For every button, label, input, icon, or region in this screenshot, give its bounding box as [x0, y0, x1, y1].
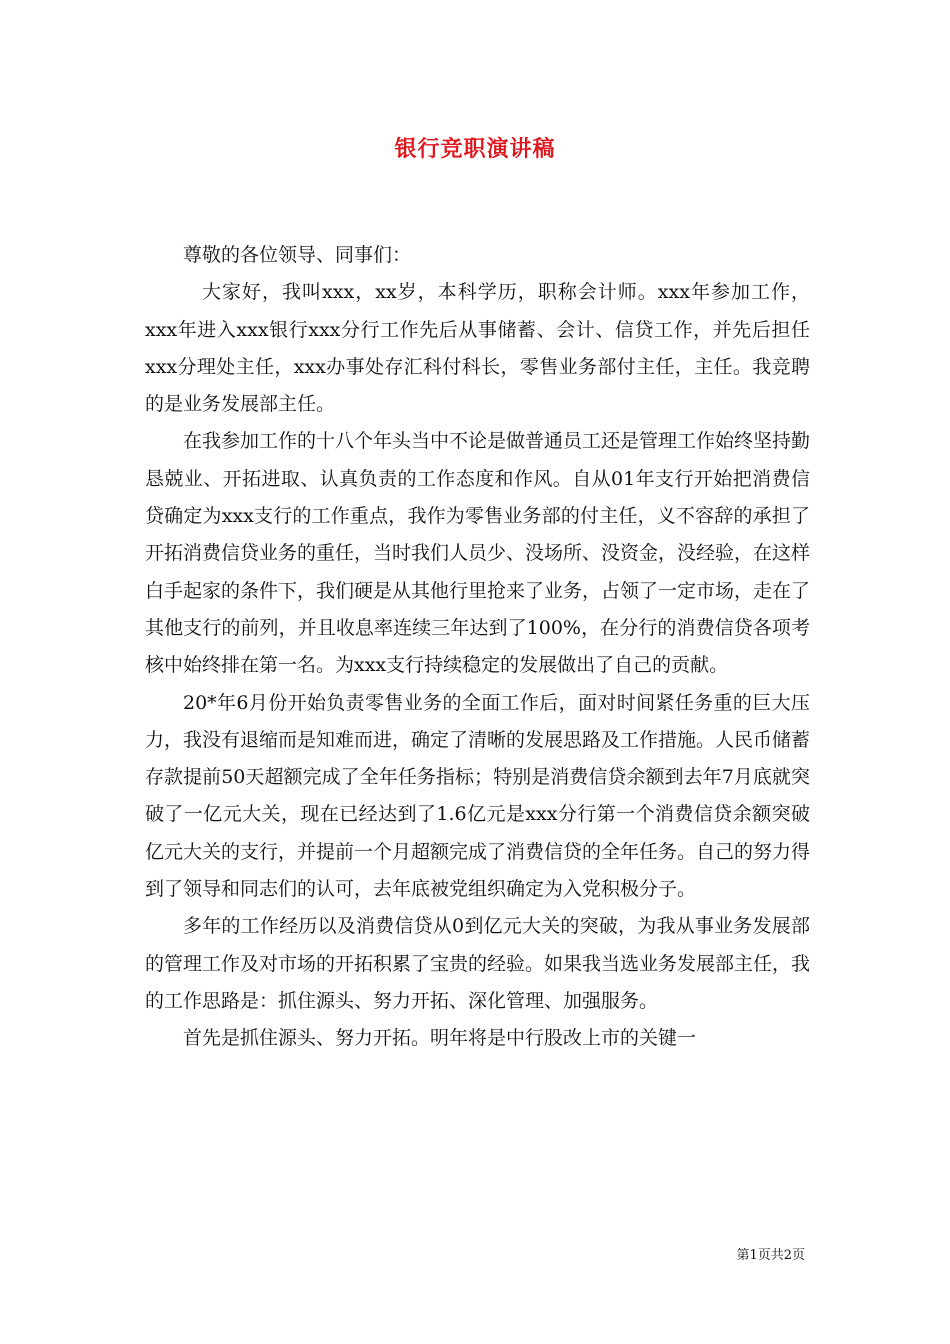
- paragraph-5: 首先是抓住源头、努力开拓。明年将是中行股改上市的关键一: [183, 1027, 697, 1050]
- page-number-footer: 第1页共2页: [736, 1248, 805, 1263]
- paragraph-2: 在我参加工作的十八个年头当中不论是做普通员工还是管理工作始终坚持勤恳兢业、开拓进取、认真负责的工作态度和作风。自从01年支行开始把消费信贷确定为xxx支行的工作重点，我作为零售业务部的付主任，义不容辞的承担了开拓消费信贷业务的重任，当时我们人员少、没场所、没资金，没经验，在这样白手起家的条件下，我们硬是从其他行里抢来了业务，占领了一定市场，走在了其他支行的前列，并且收息率连续三年达到了100%，在分行的消费信贷各项考核中始终排在第一名。为xxx支行持续稳定的发展做出了自己的贡献。: [145, 430, 811, 677]
- paragraph-3: 20*年6月份开始负责零售业务的全面工作后，面对时间紧任务重的巨大压力，我没有退缩而是知难而进，确定了清晰的发展思路及工作措施。人民币储蓄存款提前50天超额完成了全年任务指标；特别是消费信贷余额到去年7月底就突破了一亿元大关，现在已经达到了1.6亿元是xxx分行第一个消费信贷余额突破亿元大关的支行，并提前一个月超额完成了消费信贷的全年任务。自己的努力得到了领导和同志们的认可，去年底被党组织确定为入党积极分子。: [145, 691, 811, 901]
- paragraph-1: 大家好，我叫xxx，xx岁，本科学历，职称会计师。xxx年参加工作，xxx年进入xxx银行xxx分行工作先后从事储蓄、会计、信贷工作，并先后担任xxx分理处主任，xxx办事处存汇科付科长，零售业务部付主任，主任。我竞聘的是业务发展部主任。: [145, 281, 810, 416]
- paragraph-4: 多年的工作经历以及消费信贷从0到亿元大关的突破，为我从事业务发展部的管理工作及对市场的开拓积累了宝贵的经验。如果我当选业务发展部主任，我的工作思路是：抓住源头、努力开拓、深化管理、加强服务。: [145, 915, 811, 1012]
- document-title: 银行竞职演讲稿: [394, 136, 556, 162]
- greeting-line: 尊敬的各位领导、同事们：: [183, 244, 412, 266]
- document-body: [145, 237, 810, 1058]
